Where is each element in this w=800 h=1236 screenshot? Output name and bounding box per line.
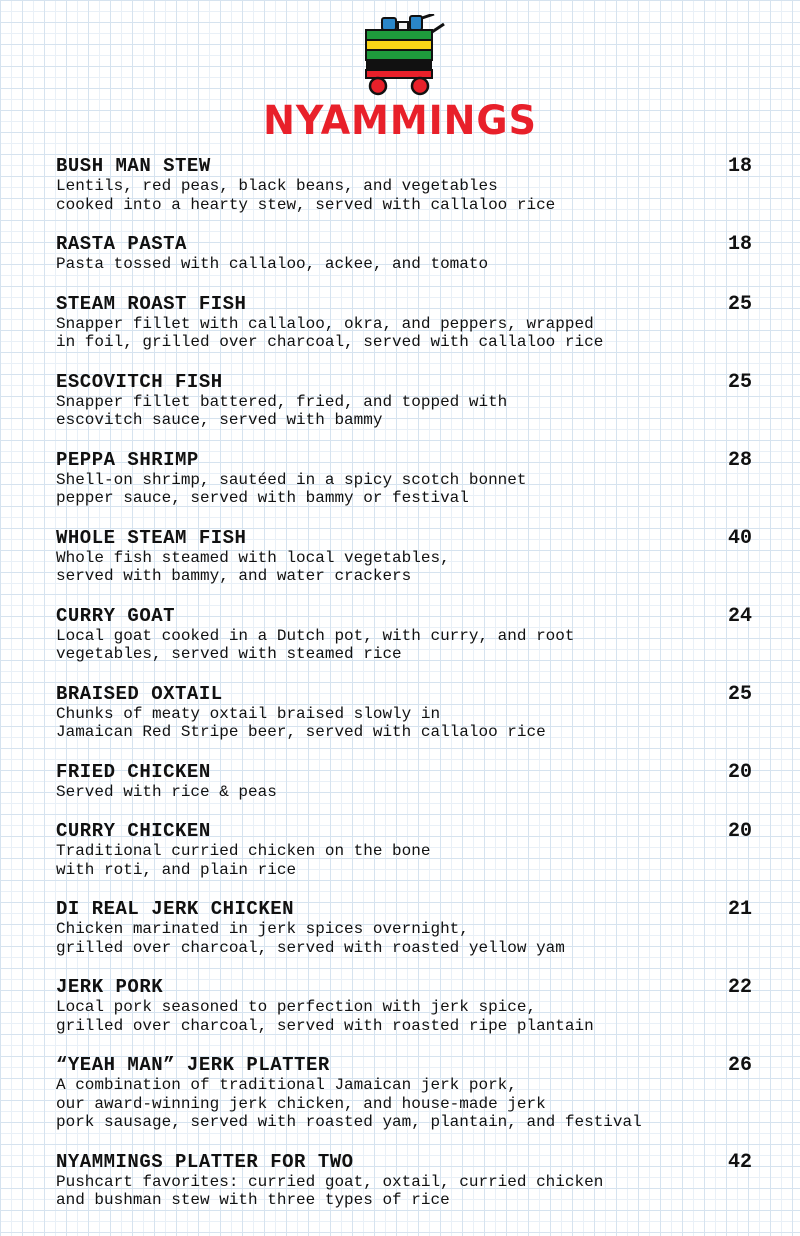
item-name: STEAM ROAST FISH	[56, 292, 247, 315]
item-description: Local pork seasoned to perfection with jerk spice, grilled over charcoal, served with roasted ripe plantain	[56, 998, 594, 1035]
item-name: RASTA PASTA	[56, 233, 187, 255]
item-description: Pasta tossed with callaloo, ackee, and tomato	[56, 255, 489, 273]
item-description: Snapper fillet with callaloo, okra, and peppers, wrapped in foil, grilled over charcoal, served with callaloo rice	[56, 314, 604, 351]
menu-item	[56, 528, 752, 586]
item-description: Shell-on shrimp, sautéed in a spicy scotch bonnet pepper sauce, served with bammy or festival	[56, 470, 527, 507]
menu-list	[56, 156, 752, 1210]
logo	[0, 14, 800, 144]
item-price: 22	[727, 976, 752, 999]
item-price: 28	[727, 448, 752, 472]
item-price: 24	[727, 604, 752, 628]
pushcart-icon	[352, 14, 448, 96]
item-price: 25	[727, 682, 752, 706]
menu-item	[56, 899, 752, 957]
menu-item	[56, 606, 752, 664]
item-description: Whole fish steamed with local vegetables, served with bammy, and water crackers	[56, 548, 450, 585]
item-price: 20	[727, 760, 752, 784]
item-description: Pushcart favorites: curried goat, oxtail, curried chicken and bushman stew with three types of rice	[56, 1172, 604, 1209]
item-name: BUSH MAN STEW	[56, 155, 211, 177]
item-price: 18	[727, 155, 752, 178]
item-price: 42	[727, 1150, 752, 1174]
item-description: Served with rice & peas	[56, 782, 277, 801]
item-price: 21	[727, 898, 752, 921]
item-name: “YEAH MAN” JERK PLATTER	[56, 1054, 330, 1076]
menu-item	[56, 156, 752, 214]
item-description: Snapper fillet battered, fried, and topped with escovitch sauce, served with bammy	[56, 392, 508, 429]
item-price: 25	[727, 370, 752, 394]
menu-item	[56, 1055, 752, 1132]
item-name: JERK PORK	[56, 976, 164, 998]
menu-item	[56, 1152, 752, 1210]
item-name: BRAISED OXTAIL	[56, 682, 223, 705]
item-description: Chunks of meaty oxtail braised slowly in Jamaican Red Stripe beer, served with callaloo rice	[56, 704, 546, 741]
menu-item	[56, 821, 752, 879]
menu-item	[56, 684, 752, 742]
menu-item	[56, 450, 752, 508]
item-name: ESCOVITCH FISH	[56, 370, 223, 393]
brand-name: NYAMMINGS	[263, 98, 537, 144]
item-description: Lentils, red peas, black beans, and vegetables cooked into a hearty stew, served with callaloo rice	[56, 177, 556, 214]
item-name: FRIED CHICKEN	[56, 760, 211, 783]
menu-item	[56, 762, 752, 802]
item-name: DI REAL JERK CHICKEN	[56, 898, 295, 920]
item-description: Traditional curried chicken on the bone with roti, and plain rice	[56, 842, 431, 879]
item-description: A combination of traditional Jamaican jerk pork, our award-winning jerk chicken, and house-made jerk pork sausage, served with roasted yam, plantain, and festival	[56, 1076, 642, 1131]
item-name: CURRY GOAT	[56, 604, 176, 627]
item-name: CURRY CHICKEN	[56, 820, 211, 842]
item-price: 26	[727, 1054, 752, 1077]
menu-item	[56, 294, 752, 352]
item-price: 40	[727, 526, 752, 550]
item-name: NYAMMINGS PLATTER FOR TWO	[56, 1150, 354, 1173]
menu-item	[56, 977, 752, 1035]
item-price: 18	[727, 233, 752, 256]
item-description: Local goat cooked in a Dutch pot, with curry, and root vegetables, served with steamed rice	[56, 626, 575, 663]
menu-item	[56, 234, 752, 274]
menu-item	[56, 372, 752, 430]
item-description: Chicken marinated in jerk spices overnight, grilled over charcoal, served with roasted yellow yam	[56, 920, 565, 957]
item-price: 25	[727, 292, 752, 316]
item-name: PEPPA SHRIMP	[56, 448, 199, 471]
item-name: WHOLE STEAM FISH	[56, 526, 247, 549]
item-price: 20	[727, 820, 752, 843]
